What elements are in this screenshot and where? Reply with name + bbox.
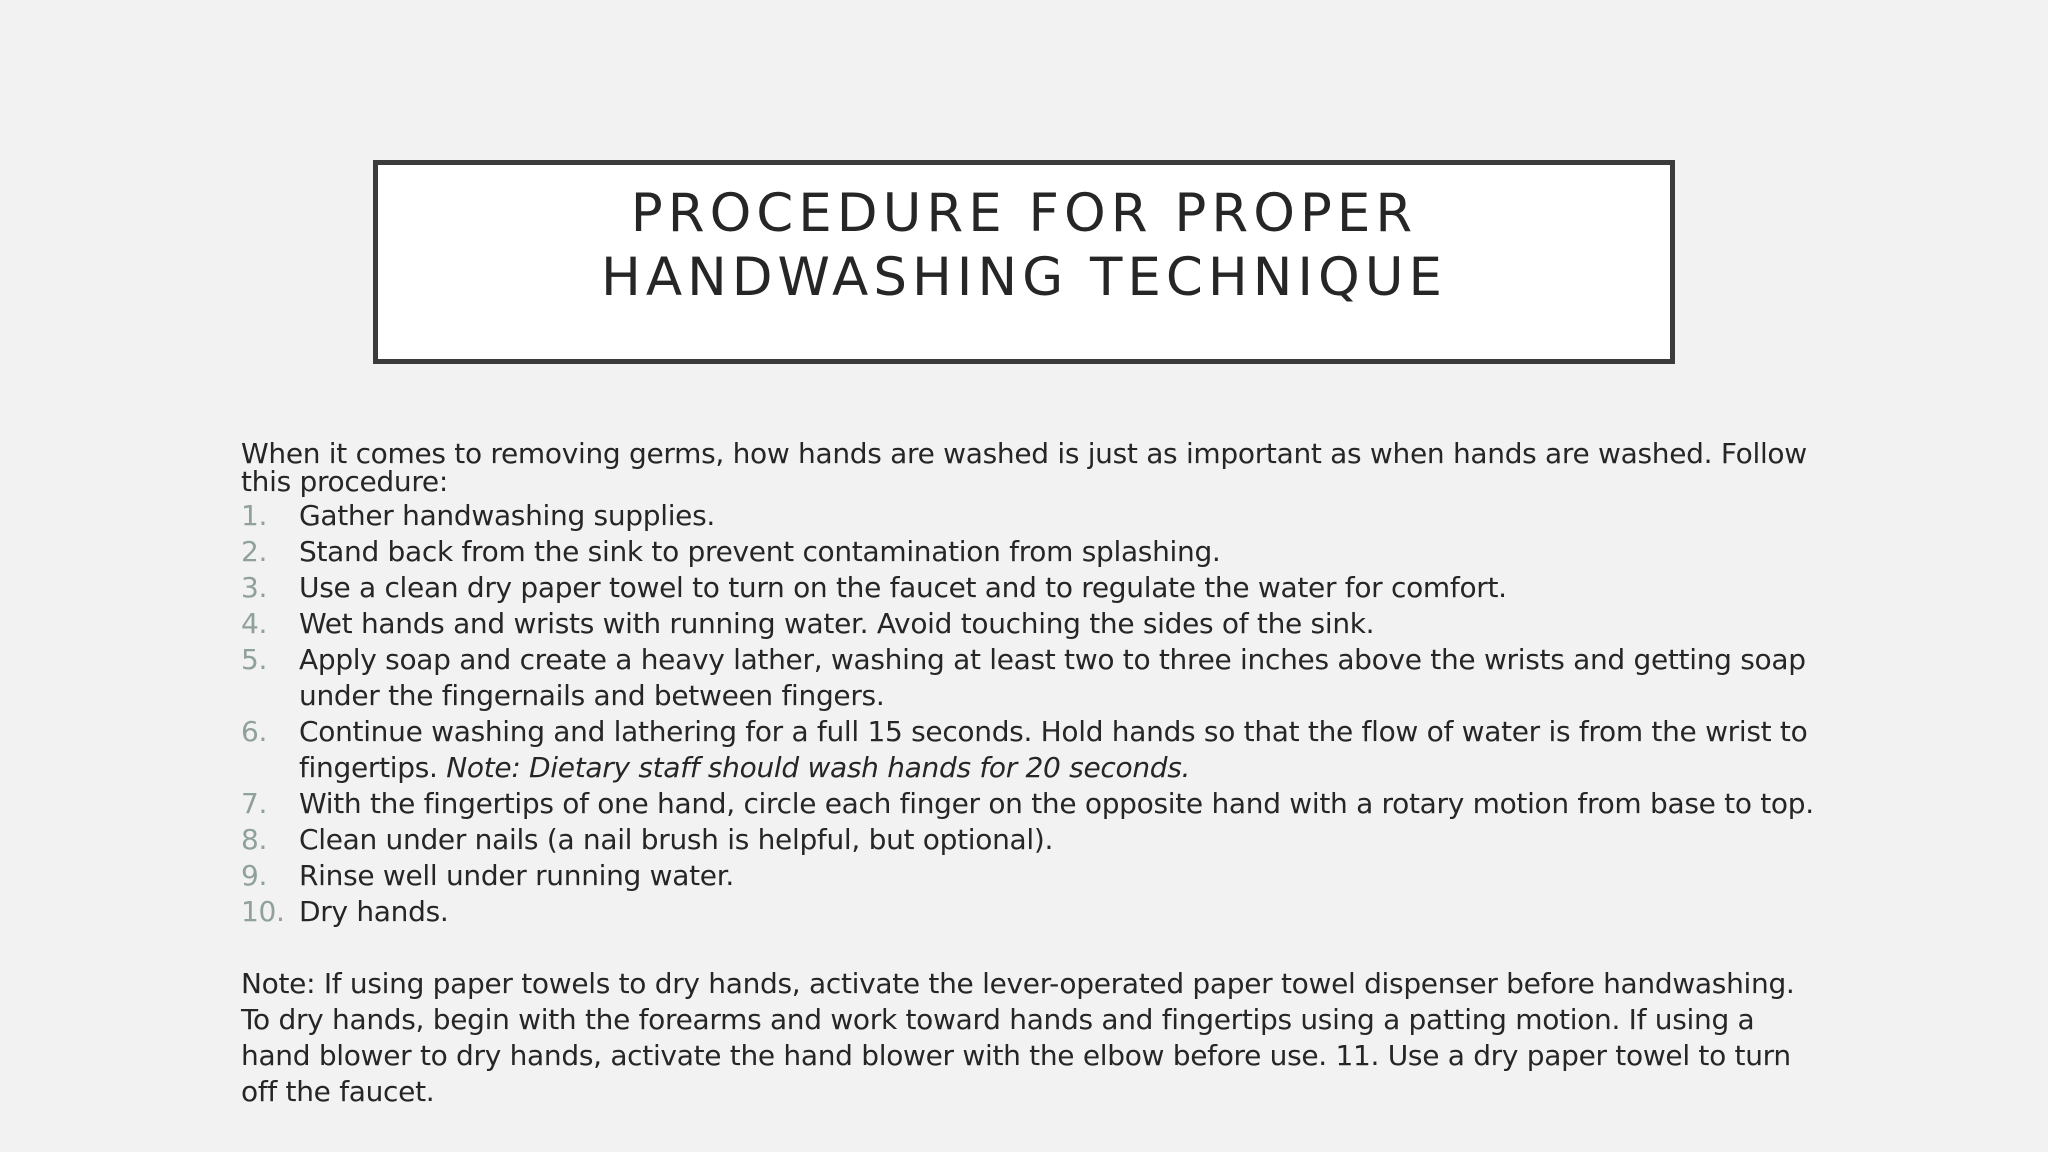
step-number: 4. — [241, 607, 268, 640]
list-item — [241, 498, 1821, 534]
title-line-1: PROCEDURE FOR PROPER — [630, 183, 1418, 244]
list-item — [241, 786, 1821, 822]
title-box — [373, 160, 1675, 364]
slide-body — [241, 437, 1821, 1110]
step-text: Apply soap and create a heavy lather, washing at least two to three inches above the wrists and getting soap under the fingernails and between fingers. — [299, 643, 1806, 712]
dietary-staff-note: Note: Dietary staff should wash hands for 20 seconds. — [446, 751, 1191, 784]
intro-paragraph: When it comes to removing germs, how hands are washed is just as important as when hands are washed. Follow this procedure: — [241, 437, 1807, 498]
list-item — [241, 858, 1821, 894]
step-number: 5. — [241, 643, 268, 676]
list-item — [241, 894, 1821, 930]
step-number: 6. — [241, 715, 268, 748]
step-number: 2. — [241, 535, 268, 568]
slide-title — [601, 182, 1447, 310]
list-item — [241, 534, 1821, 570]
step-number: 10. — [241, 895, 285, 928]
list-item — [241, 570, 1821, 606]
drying-note-paragraph: Note: If using paper towels to dry hands, activate the lever-operated paper towel dispenser before handwashing. To dry hands, begin with the forearms and work toward hands and fingertips using a patting motion. If using a hand blower to dry hands, activate the hand blower with the elbow before use. 11. Use a dry paper towel to turn off the faucet. — [241, 967, 1795, 1108]
step-number: 8. — [241, 823, 268, 856]
step-text: Rinse well under running water. — [299, 859, 734, 892]
step-text: Stand back from the sink to prevent contamination from splashing. — [299, 535, 1221, 568]
step-text-with-note — [299, 714, 1821, 786]
step-number: 7. — [241, 787, 268, 820]
step-text: With the fingertips of one hand, circle each finger on the opposite hand with a rotary motion from base to top. — [299, 787, 1814, 820]
step-text: Gather handwashing supplies. — [299, 499, 715, 532]
steps-list — [241, 498, 1821, 930]
list-item — [241, 714, 1821, 786]
step-text: Clean under nails (a nail brush is helpful, but optional). — [299, 823, 1054, 856]
step-text: Use a clean dry paper towel to turn on the faucet and to regulate the water for comfort. — [299, 571, 1507, 604]
step-text: Dry hands. — [299, 895, 449, 928]
step-number: 3. — [241, 571, 268, 604]
list-item — [241, 822, 1821, 858]
list-item — [241, 642, 1821, 714]
list-item — [241, 606, 1821, 642]
title-line-2: HANDWASHING TECHNIQUE — [600, 247, 1448, 308]
step-text: Wet hands and wrists with running water. Avoid touching the sides of the sink. — [299, 607, 1375, 640]
step-number: 9. — [241, 859, 268, 892]
step-number: 1. — [241, 499, 268, 532]
step-text: Continue washing and lathering for a full 15 seconds. Hold hands so that the flow of water is from the wrist to fingertips. — [299, 715, 1808, 784]
